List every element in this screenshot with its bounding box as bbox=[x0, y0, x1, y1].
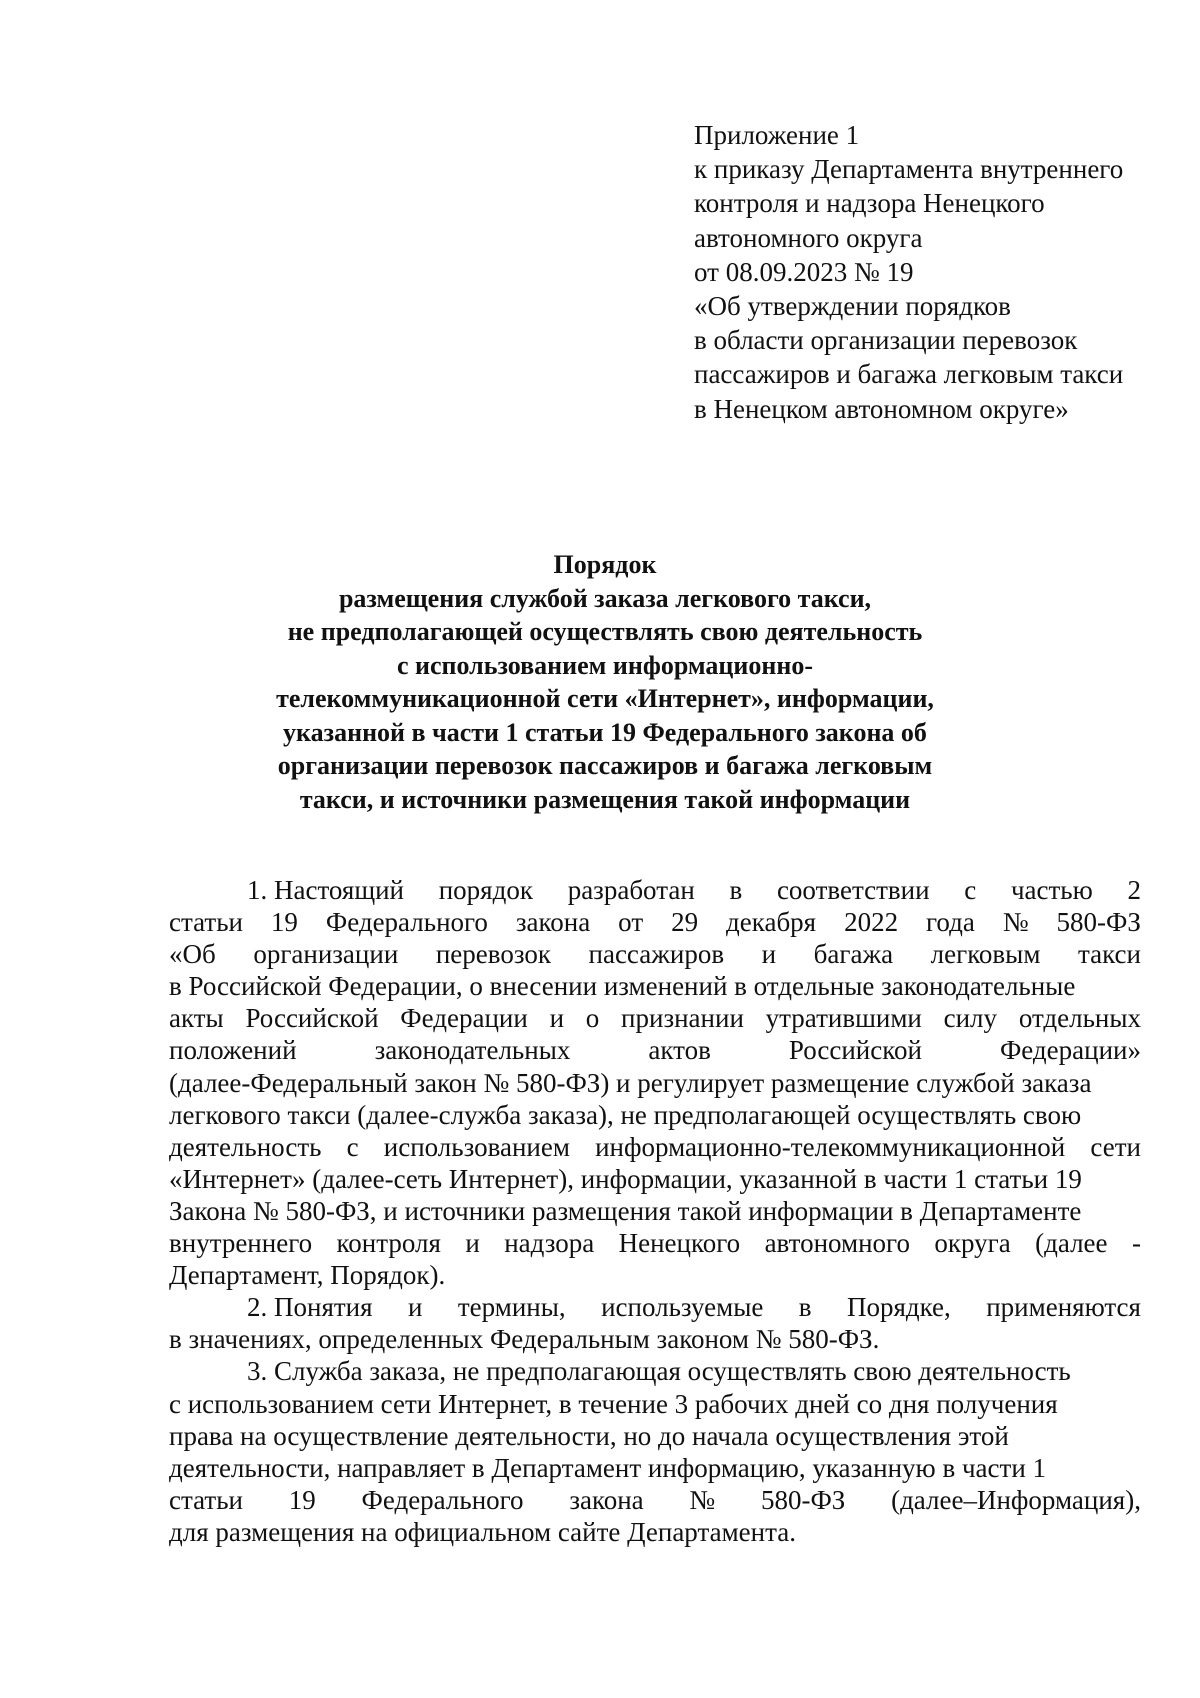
title-line: Порядок bbox=[553, 550, 657, 579]
body-word: перевозок bbox=[435, 939, 551, 970]
title-line: такси, и источники размещения такой информации bbox=[299, 784, 911, 814]
body-word: Федерации» bbox=[999, 1035, 1141, 1066]
body-word: такси bbox=[1077, 939, 1141, 970]
body-word: Закона № 580-ФЗ, и источники размещения такой информации в Департаменте bbox=[169, 1195, 1082, 1226]
body-word: силу bbox=[943, 1003, 998, 1034]
body-word: в Российской Федерации, о внесении изменений в отдельные законодательные bbox=[169, 971, 1076, 1002]
body-word: 2 bbox=[1127, 875, 1141, 905]
body-word: статьи bbox=[169, 1484, 243, 1515]
body-word: года bbox=[926, 907, 975, 938]
body-word: округа bbox=[934, 1228, 1011, 1259]
body-word: признании bbox=[621, 1003, 744, 1034]
body-word: Федерального bbox=[361, 1484, 524, 1515]
body-word: применяются bbox=[986, 1292, 1141, 1323]
appendix-header bbox=[694, 118, 1164, 426]
paragraph-2 bbox=[169, 1291, 1141, 1355]
body-word: организации bbox=[253, 939, 399, 970]
body-word: - bbox=[1131, 1228, 1141, 1259]
body-line bbox=[169, 1291, 1141, 1323]
body-word: частью bbox=[1010, 875, 1093, 905]
title-line: указанной в части 1 статьи 19 Федерального закона об bbox=[283, 717, 927, 747]
body-word: 580-ФЗ bbox=[760, 1484, 846, 1515]
body-line bbox=[169, 1420, 1141, 1452]
body-word: утратившими bbox=[765, 1003, 922, 1034]
appendix-line: пассажиров и багажа легковым такси bbox=[694, 359, 1124, 390]
body-line bbox=[169, 1452, 1141, 1484]
body-word: отдельных bbox=[1018, 1003, 1141, 1034]
body-word: контроля bbox=[336, 1228, 441, 1259]
document-title bbox=[220, 548, 990, 816]
body-word: и bbox=[465, 1228, 480, 1259]
body-line bbox=[169, 1355, 1141, 1387]
body-word: Российской bbox=[788, 1035, 922, 1066]
paragraph-3 bbox=[169, 1355, 1141, 1548]
body-word: акты bbox=[169, 1003, 224, 1034]
appendix-line: к приказу Департамента внутреннего bbox=[694, 154, 1124, 185]
body-word: (далее-Федеральный закон № 580-ФЗ) и регулирует размещение службой заказа bbox=[169, 1067, 1092, 1098]
body-line bbox=[169, 1163, 1141, 1195]
body-word: разработан bbox=[567, 875, 695, 905]
body-word: используемые bbox=[601, 1292, 764, 1323]
body-word: деятельности, направляет в Департамент информацию, указанную в части 1 bbox=[169, 1452, 1047, 1483]
body-word: закона bbox=[515, 907, 591, 938]
body-word: 19 bbox=[288, 1484, 316, 1515]
body-word: № bbox=[1002, 907, 1029, 938]
body-word: и bbox=[407, 1292, 423, 1323]
body-word: надзора bbox=[504, 1228, 595, 1259]
body-word: (далее bbox=[1035, 1228, 1108, 1259]
document-body bbox=[169, 874, 1141, 1548]
body-word: в bbox=[729, 875, 743, 905]
body-word: (далее–Информация), bbox=[891, 1484, 1141, 1515]
body-line bbox=[169, 874, 1141, 906]
body-word: положений bbox=[169, 1035, 297, 1066]
body-word: и bbox=[761, 939, 777, 970]
body-line bbox=[169, 1131, 1141, 1163]
body-line bbox=[169, 1067, 1141, 1099]
body-word: 2022 bbox=[844, 907, 899, 938]
appendix-line: от 08.09.2023 № 19 bbox=[694, 256, 914, 287]
appendix-line: контроля и надзора Ненецкого bbox=[694, 188, 1045, 219]
body-word: пассажиров bbox=[588, 939, 725, 970]
body-word: 29 bbox=[671, 907, 699, 938]
title-line: телекоммуникационной сети «Интернет», информации, bbox=[276, 684, 934, 713]
body-word: сети bbox=[1090, 1131, 1141, 1162]
body-word: легкового такси (далее-служба заказа), не предполагающей осуществлять свою bbox=[169, 1099, 1082, 1130]
body-word: актов bbox=[648, 1035, 711, 1066]
paragraph-1 bbox=[169, 874, 1141, 1291]
body-word: легковым bbox=[930, 939, 1041, 970]
body-word: № bbox=[689, 1484, 716, 1515]
body-line bbox=[169, 1516, 1141, 1548]
body-word: декабря bbox=[726, 907, 817, 938]
body-line bbox=[169, 1484, 1141, 1516]
body-line bbox=[169, 938, 1141, 970]
body-word: 580-ФЗ bbox=[1056, 907, 1141, 938]
body-word: с использованием сети Интернет, в течение 3 рабочих дней со дня получения bbox=[169, 1388, 1058, 1419]
body-word: Ненецкого bbox=[618, 1228, 741, 1259]
body-word: статьи bbox=[169, 907, 243, 938]
body-word: «Интернет» (далее-сеть Интернет), информации, указанной в части 1 статьи 19 bbox=[169, 1163, 1082, 1194]
body-word: 3. Служба заказа, не предполагающая осуществлять свою деятельность bbox=[247, 1356, 1071, 1387]
appendix-line: в области организации перевозок bbox=[694, 325, 1078, 356]
body-word: и bbox=[549, 1003, 565, 1034]
title-line: размещения службой заказа легкового такси, bbox=[338, 583, 872, 613]
body-word: деятельность bbox=[169, 1131, 322, 1162]
body-word: закона bbox=[569, 1484, 644, 1515]
body-word: термины, bbox=[457, 1292, 566, 1323]
title-line: не предполагающей осуществлять свою деятельность bbox=[287, 617, 923, 646]
body-line bbox=[169, 1323, 1141, 1355]
body-word: внутреннего bbox=[169, 1228, 313, 1259]
body-word: Департамент, Порядок). bbox=[169, 1260, 446, 1291]
body-line bbox=[169, 1388, 1141, 1420]
body-word: соответствии bbox=[776, 875, 930, 905]
body-line bbox=[169, 1195, 1141, 1227]
body-word: от bbox=[618, 907, 644, 938]
body-word: права на осуществление деятельности, но до начала осуществления этой bbox=[169, 1420, 1009, 1451]
body-word: о bbox=[585, 1003, 600, 1034]
body-word: порядок bbox=[438, 875, 533, 905]
appendix-line: автономного округа bbox=[694, 222, 923, 253]
body-word: 2. Понятия bbox=[247, 1292, 373, 1323]
body-line bbox=[169, 1002, 1141, 1034]
appendix-line: Приложение 1 bbox=[694, 120, 860, 150]
body-word: 1. Настоящий bbox=[247, 875, 405, 905]
body-word: использованием bbox=[383, 1131, 570, 1162]
body-word: «Об bbox=[169, 939, 216, 970]
body-line bbox=[169, 1227, 1141, 1259]
body-word: 19 bbox=[270, 907, 298, 938]
body-word: с bbox=[346, 1131, 359, 1162]
body-word: Федерального bbox=[325, 907, 488, 938]
body-word: в значениях, определенных Федеральным законом № 580-ФЗ. bbox=[169, 1324, 880, 1355]
body-line bbox=[169, 1099, 1141, 1131]
body-word: Порядке, bbox=[846, 1292, 951, 1323]
body-word: для размещения на официальном сайте Департамента. bbox=[169, 1516, 796, 1547]
appendix-line: в Ненецком автономном округе» bbox=[694, 393, 1069, 424]
body-word: в bbox=[798, 1292, 812, 1323]
body-word: информационно-телекоммуникационной bbox=[595, 1131, 1066, 1162]
body-word: Федерации bbox=[400, 1003, 528, 1034]
title-line: с использованием информационно- bbox=[396, 650, 814, 680]
body-word: Российской bbox=[245, 1003, 379, 1034]
body-word: автономного bbox=[764, 1228, 910, 1259]
body-line bbox=[169, 906, 1141, 938]
body-line bbox=[169, 1259, 1141, 1291]
appendix-line: «Об утверждении порядков bbox=[694, 291, 1011, 322]
title-line: организации перевозок пассажиров и багажа легковым bbox=[277, 751, 933, 780]
body-word: законодательных bbox=[374, 1035, 571, 1066]
body-word: багажа bbox=[813, 939, 894, 970]
body-line bbox=[169, 970, 1141, 1002]
body-word: с bbox=[964, 875, 977, 905]
body-line bbox=[169, 1034, 1141, 1066]
